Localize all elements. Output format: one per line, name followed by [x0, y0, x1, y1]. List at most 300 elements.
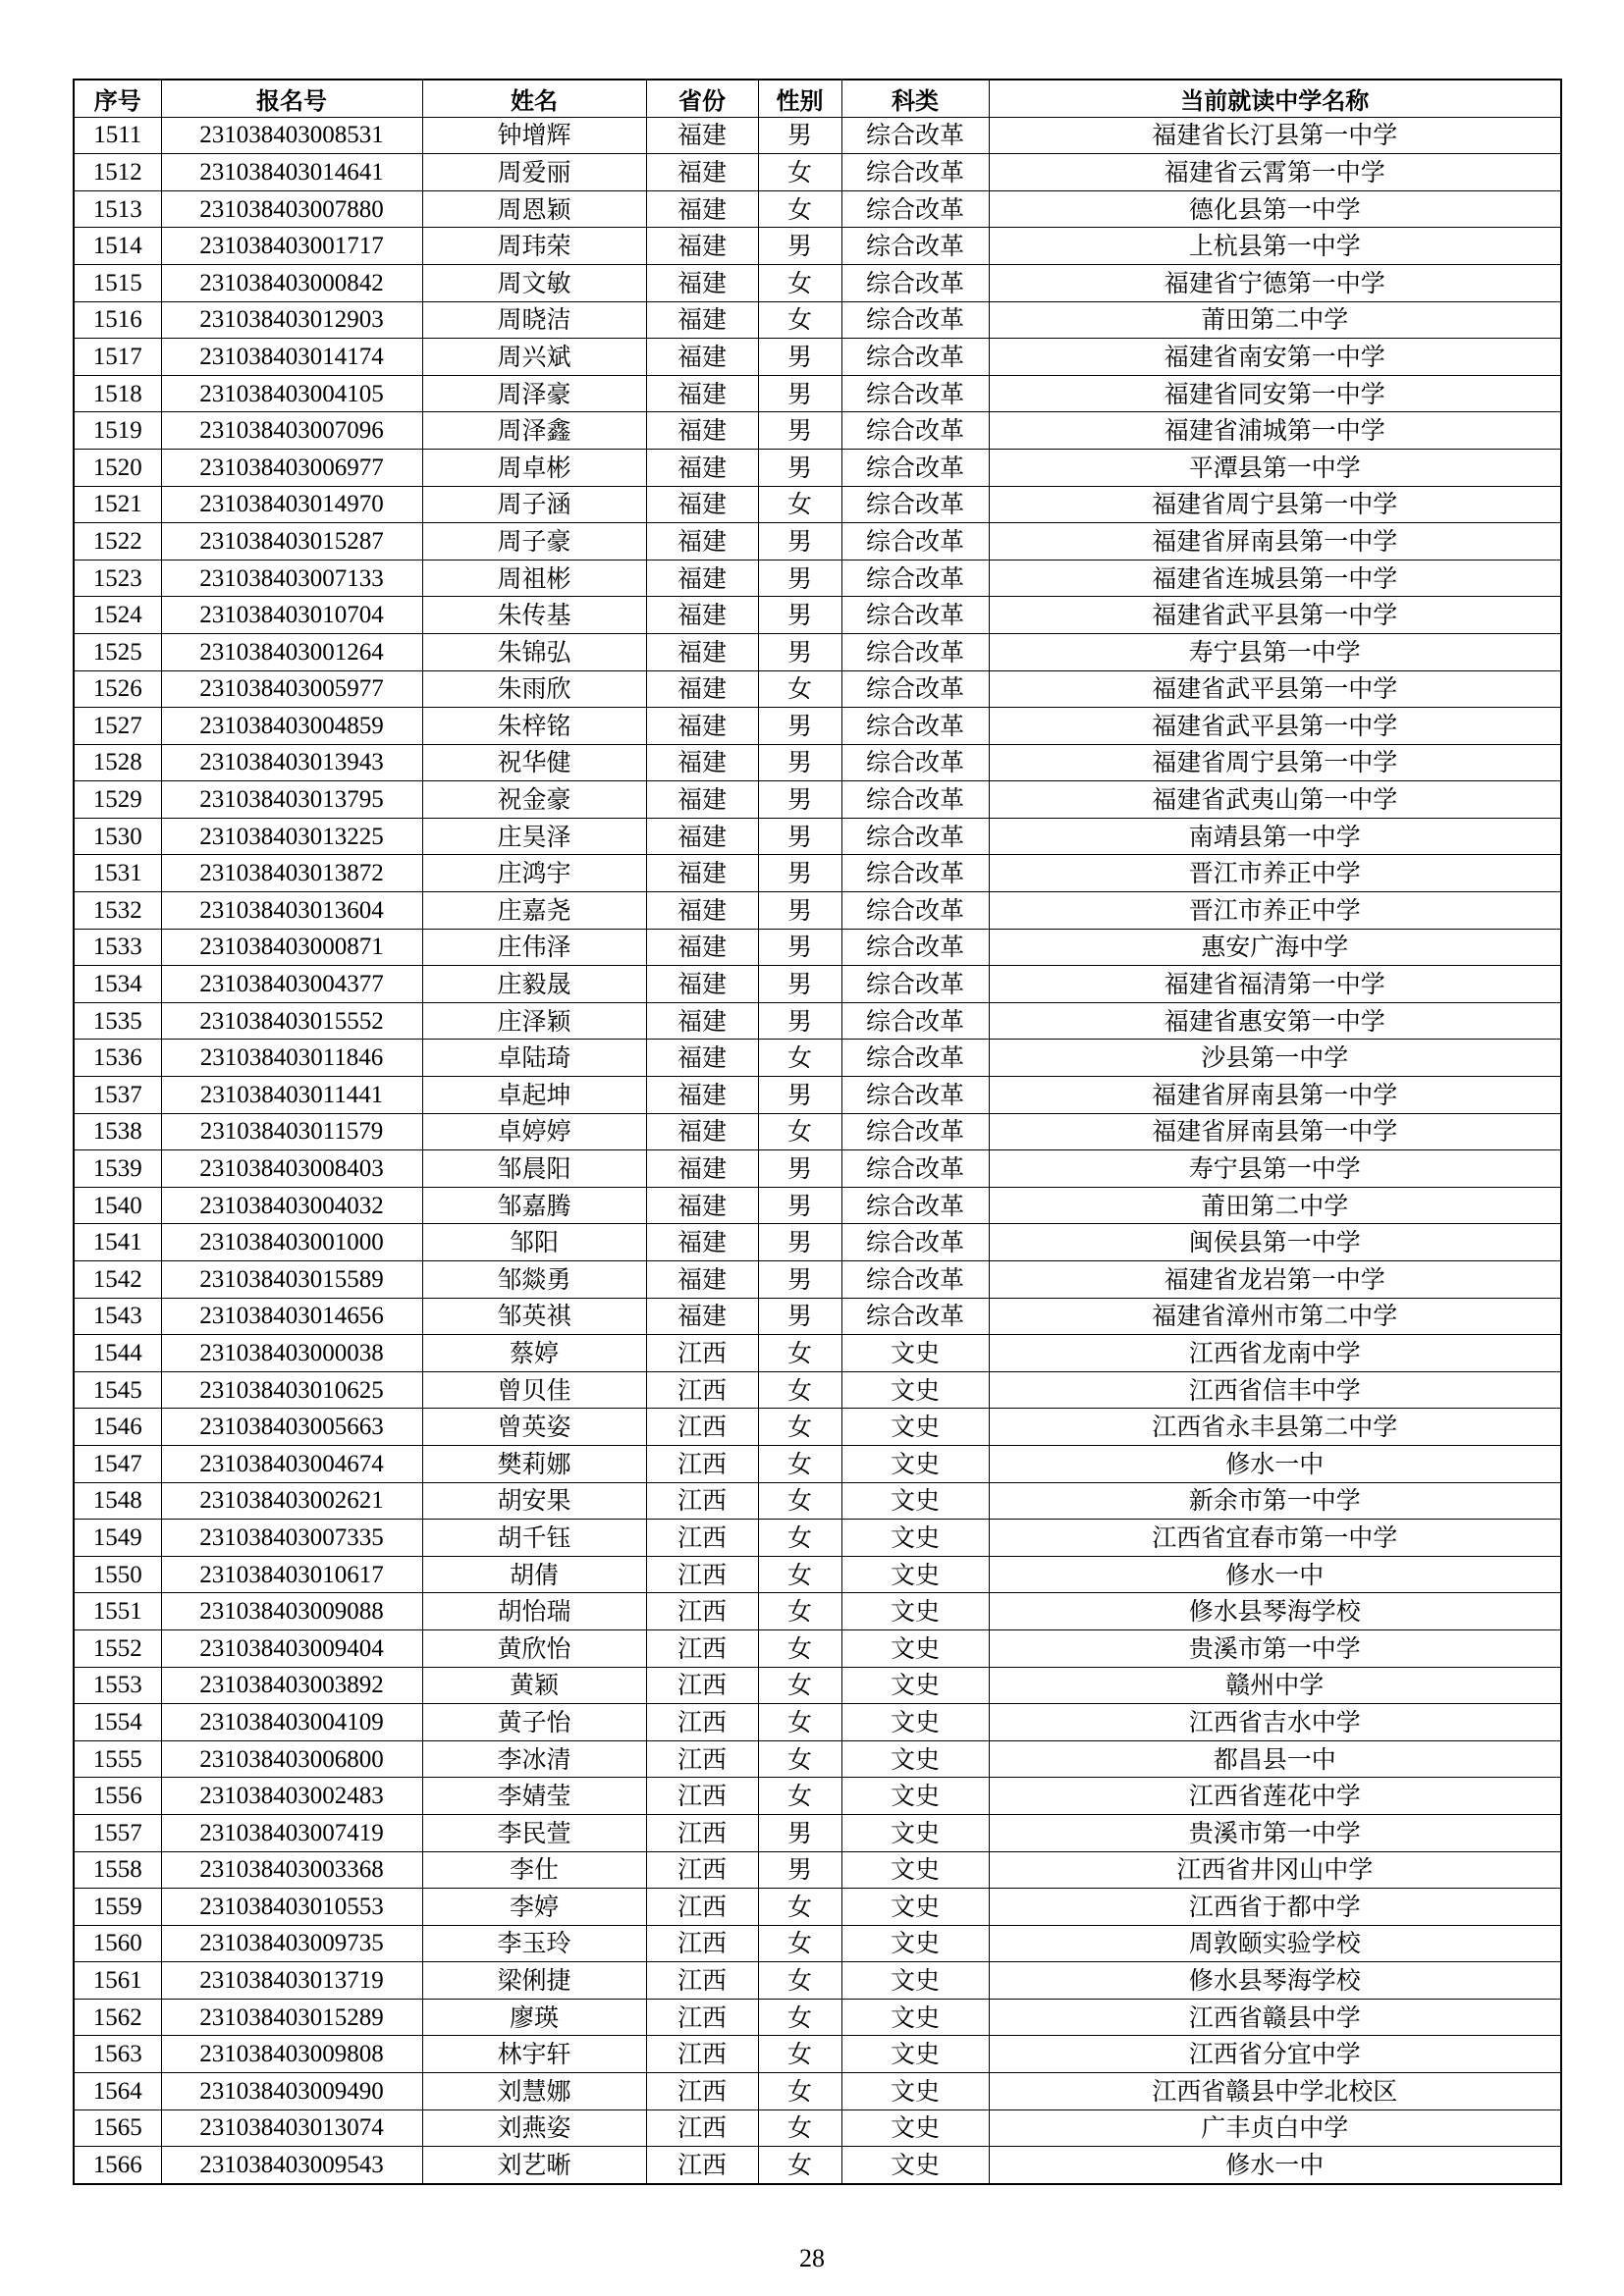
registration-number-cell: 231038403005977: [161, 670, 422, 708]
registration-number-cell: 231038403014641: [161, 154, 422, 191]
school-cell: 福建省武平县第一中学: [989, 597, 1561, 634]
gender-cell: 男: [758, 228, 841, 265]
subject-category-cell: 综合改革: [841, 597, 989, 634]
name-cell: 周玮荣: [422, 228, 646, 265]
school-cell: 福建省武夷山第一中学: [989, 781, 1561, 819]
table-row: [74, 1224, 1561, 1261]
gender-cell: 男: [758, 708, 841, 745]
gender-cell: 女: [758, 1040, 841, 1077]
school-cell: 福建省南安第一中学: [989, 339, 1561, 376]
serial-cell: 1528: [74, 744, 161, 781]
subject-category-cell: 综合改革: [841, 633, 989, 670]
table-row: [74, 560, 1561, 597]
table-row: [74, 855, 1561, 892]
subject-category-cell: 文史: [841, 1335, 989, 1372]
table-row: [74, 264, 1561, 301]
subject-category-cell: 文史: [841, 1520, 989, 1557]
subject-category-cell: 综合改革: [841, 1077, 989, 1114]
subject-category-cell: 文史: [841, 1629, 989, 1667]
name-cell: 黄子怡: [422, 1704, 646, 1741]
gender-cell: 女: [758, 154, 841, 191]
gender-cell: 女: [758, 190, 841, 228]
registration-number-cell: 231038403010625: [161, 1371, 422, 1409]
name-cell: 卓陆琦: [422, 1040, 646, 1077]
subject-category-cell: 综合改革: [841, 523, 989, 561]
table-row: [74, 670, 1561, 708]
subject-category-cell: 文史: [841, 1740, 989, 1778]
school-cell: 江西省信丰中学: [989, 1371, 1561, 1409]
school-cell: 修水一中: [989, 2147, 1561, 2184]
registration-number-cell: 231038403003368: [161, 1851, 422, 1889]
registration-number-cell: 231038403013225: [161, 818, 422, 855]
table-row: [74, 1445, 1561, 1482]
name-cell: 黄欣怡: [422, 1629, 646, 1667]
admission-roster-table: [73, 79, 1562, 2185]
serial-cell: 1562: [74, 1999, 161, 2036]
school-cell: 福建省漳州市第二中学: [989, 1298, 1561, 1335]
serial-cell: 1515: [74, 264, 161, 301]
name-cell: 胡倩: [422, 1556, 646, 1593]
registration-number-cell: 231038403014174: [161, 339, 422, 376]
table-row: [74, 2147, 1561, 2184]
province-cell: 江西: [646, 1629, 758, 1667]
registration-number-cell: 231038403004105: [161, 375, 422, 412]
gender-cell: 男: [758, 1077, 841, 1114]
province-cell: 福建: [646, 1077, 758, 1114]
name-cell: 邹晨阳: [422, 1150, 646, 1188]
name-cell: 祝金豪: [422, 781, 646, 819]
province-cell: 江西: [646, 1593, 758, 1630]
registration-number-cell: 231038403010553: [161, 1889, 422, 1926]
province-cell: 江西: [646, 1445, 758, 1482]
school-cell: 都昌县一中: [989, 1740, 1561, 1778]
school-cell: 上杭县第一中学: [989, 228, 1561, 265]
subject-category-cell: 文史: [841, 1889, 989, 1926]
gender-cell: 女: [758, 1925, 841, 1962]
school-cell: 福建省武平县第一中学: [989, 670, 1561, 708]
province-cell: 福建: [646, 560, 758, 597]
table-row: [74, 1851, 1561, 1889]
school-cell: 福建省屏南县第一中学: [989, 1077, 1561, 1114]
registration-number-cell: 231038403015552: [161, 1002, 422, 1040]
province-cell: 江西: [646, 1962, 758, 2000]
province-cell: 福建: [646, 190, 758, 228]
serial-cell: 1547: [74, 1445, 161, 1482]
school-cell: 广丰贞白中学: [989, 2109, 1561, 2147]
gender-cell: 男: [758, 929, 841, 966]
gender-cell: 男: [758, 339, 841, 376]
school-cell: 修水县琴海学校: [989, 1593, 1561, 1630]
subject-category-cell: 文史: [841, 2073, 989, 2110]
subject-category-cell: 综合改革: [841, 1113, 989, 1150]
serial-cell: 1565: [74, 2109, 161, 2147]
province-cell: 福建: [646, 117, 758, 154]
table-row: [74, 228, 1561, 265]
gender-cell: 男: [758, 523, 841, 561]
province-cell: 江西: [646, 1556, 758, 1593]
province-cell: 江西: [646, 1520, 758, 1557]
name-cell: 卓婷婷: [422, 1113, 646, 1150]
gender-cell: 男: [758, 1150, 841, 1188]
gender-cell: 女: [758, 264, 841, 301]
name-cell: 周泽豪: [422, 375, 646, 412]
table-row: [74, 190, 1561, 228]
school-cell: 新余市第一中学: [989, 1482, 1561, 1520]
registration-number-cell: 231038403003892: [161, 1667, 422, 1704]
school-cell: 晋江市养正中学: [989, 892, 1561, 930]
registration-number-cell: 231038403009490: [161, 2073, 422, 2110]
page-number: 28: [799, 2244, 825, 2272]
registration-number-cell: 231038403011846: [161, 1040, 422, 1077]
serial-cell: 1549: [74, 1520, 161, 1557]
province-cell: 福建: [646, 375, 758, 412]
serial-cell: 1552: [74, 1629, 161, 1667]
table-row: [74, 781, 1561, 819]
serial-cell: 1537: [74, 1077, 161, 1114]
province-cell: 福建: [646, 597, 758, 634]
registration-number-cell: 231038403015287: [161, 523, 422, 561]
table-row: [74, 154, 1561, 191]
subject-category-cell: 综合改革: [841, 1040, 989, 1077]
gender-cell: 男: [758, 1261, 841, 1299]
school-cell: 闽侯县第一中学: [989, 1224, 1561, 1261]
registration-number-cell: 231038403000038: [161, 1335, 422, 1372]
header-subject-category: 科类: [841, 80, 989, 117]
school-cell: 平潭县第一中学: [989, 449, 1561, 486]
serial-cell: 1555: [74, 1740, 161, 1778]
subject-category-cell: 综合改革: [841, 1224, 989, 1261]
registration-number-cell: 231038403008531: [161, 117, 422, 154]
gender-cell: 男: [758, 1298, 841, 1335]
subject-category-cell: 文史: [841, 1482, 989, 1520]
table-row: [74, 449, 1561, 486]
name-cell: 周文敏: [422, 264, 646, 301]
table-row: [74, 1409, 1561, 1446]
serial-cell: 1566: [74, 2147, 161, 2184]
table-row: [74, 339, 1561, 376]
province-cell: 江西: [646, 2109, 758, 2147]
serial-cell: 1527: [74, 708, 161, 745]
province-cell: 江西: [646, 2147, 758, 2184]
table-row: [74, 2073, 1561, 2110]
subject-category-cell: 文史: [841, 1409, 989, 1446]
name-cell: 梁俐捷: [422, 1962, 646, 2000]
school-cell: 江西省永丰县第二中学: [989, 1409, 1561, 1446]
school-cell: 福建省屏南县第一中学: [989, 523, 1561, 561]
registration-number-cell: 231038403000842: [161, 264, 422, 301]
gender-cell: 女: [758, 1520, 841, 1557]
name-cell: 周祖彬: [422, 560, 646, 597]
school-cell: 福建省周宁县第一中学: [989, 744, 1561, 781]
gender-cell: 男: [758, 560, 841, 597]
school-cell: 江西省龙南中学: [989, 1335, 1561, 1372]
table-row: [74, 892, 1561, 930]
serial-cell: 1557: [74, 1814, 161, 1851]
registration-number-cell: 231038403007880: [161, 190, 422, 228]
school-cell: 莆田第二中学: [989, 301, 1561, 339]
table-row: [74, 1482, 1561, 1520]
gender-cell: 女: [758, 1629, 841, 1667]
subject-category-cell: 综合改革: [841, 449, 989, 486]
gender-cell: 女: [758, 1113, 841, 1150]
serial-cell: 1517: [74, 339, 161, 376]
header-province: 省份: [646, 80, 758, 117]
gender-cell: 女: [758, 2147, 841, 2184]
table-row: [74, 597, 1561, 634]
subject-category-cell: 综合改革: [841, 412, 989, 450]
subject-category-cell: 文史: [841, 1925, 989, 1962]
gender-cell: 女: [758, 1445, 841, 1482]
name-cell: 李仕: [422, 1851, 646, 1889]
serial-cell: 1546: [74, 1409, 161, 1446]
name-cell: 曾英姿: [422, 1409, 646, 1446]
province-cell: 福建: [646, 228, 758, 265]
gender-cell: 男: [758, 1814, 841, 1851]
header-serial: 序号: [74, 80, 161, 117]
province-cell: 福建: [646, 1261, 758, 1299]
province-cell: 福建: [646, 1113, 758, 1150]
table-row: [74, 1593, 1561, 1630]
subject-category-cell: 综合改革: [841, 1261, 989, 1299]
header-gender: 性别: [758, 80, 841, 117]
registration-number-cell: 231038403007419: [161, 1814, 422, 1851]
gender-cell: 女: [758, 1409, 841, 1446]
province-cell: 江西: [646, 1999, 758, 2036]
name-cell: 李婧莹: [422, 1778, 646, 1815]
registration-number-cell: 231038403009543: [161, 2147, 422, 2184]
school-cell: 福建省浦城第一中学: [989, 412, 1561, 450]
name-cell: 周恩颖: [422, 190, 646, 228]
registration-number-cell: 231038403015589: [161, 1261, 422, 1299]
table-row: [74, 1925, 1561, 1962]
name-cell: 廖瑛: [422, 1999, 646, 2036]
name-cell: 李婷: [422, 1889, 646, 1926]
registration-number-cell: 231038403004674: [161, 1445, 422, 1482]
school-cell: 贵溪市第一中学: [989, 1629, 1561, 1667]
serial-cell: 1548: [74, 1482, 161, 1520]
serial-cell: 1536: [74, 1040, 161, 1077]
serial-cell: 1534: [74, 966, 161, 1003]
gender-cell: 女: [758, 1962, 841, 2000]
registration-number-cell: 231038403009404: [161, 1629, 422, 1667]
header-name: 姓名: [422, 80, 646, 117]
table-row: [74, 117, 1561, 154]
table-row: [74, 1002, 1561, 1040]
subject-category-cell: 文史: [841, 1667, 989, 1704]
gender-cell: 女: [758, 1371, 841, 1409]
serial-cell: 1523: [74, 560, 161, 597]
serial-cell: 1521: [74, 486, 161, 523]
table-row: [74, 301, 1561, 339]
province-cell: 福建: [646, 929, 758, 966]
subject-category-cell: 综合改革: [841, 375, 989, 412]
name-cell: 庄鸿宇: [422, 855, 646, 892]
registration-number-cell: 231038403008403: [161, 1150, 422, 1188]
gender-cell: 男: [758, 855, 841, 892]
province-cell: 福建: [646, 744, 758, 781]
subject-category-cell: 综合改革: [841, 228, 989, 265]
gender-cell: 女: [758, 301, 841, 339]
registration-number-cell: 231038403013604: [161, 892, 422, 930]
table-row: [74, 744, 1561, 781]
school-cell: 莆田第二中学: [989, 1187, 1561, 1224]
table-row: [74, 1889, 1561, 1926]
school-cell: 江西省吉水中学: [989, 1704, 1561, 1741]
province-cell: 福建: [646, 818, 758, 855]
subject-category-cell: 文史: [841, 2147, 989, 2184]
name-cell: 朱梓铭: [422, 708, 646, 745]
registration-number-cell: 231038403002483: [161, 1778, 422, 1815]
registration-number-cell: 231038403005663: [161, 1409, 422, 1446]
registration-number-cell: 231038403009808: [161, 2036, 422, 2073]
name-cell: 朱传基: [422, 597, 646, 634]
name-cell: 李民萱: [422, 1814, 646, 1851]
gender-cell: 女: [758, 486, 841, 523]
table-row: [74, 1740, 1561, 1778]
province-cell: 江西: [646, 1740, 758, 1778]
province-cell: 福建: [646, 486, 758, 523]
registration-number-cell: 231038403007335: [161, 1520, 422, 1557]
name-cell: 邹英祺: [422, 1298, 646, 1335]
province-cell: 福建: [646, 670, 758, 708]
serial-cell: 1522: [74, 523, 161, 561]
school-cell: 修水县琴海学校: [989, 1962, 1561, 2000]
table-row: [74, 708, 1561, 745]
serial-cell: 1563: [74, 2036, 161, 2073]
name-cell: 曾贝佳: [422, 1371, 646, 1409]
registration-number-cell: 231038403014656: [161, 1298, 422, 1335]
school-cell: 福建省长汀县第一中学: [989, 117, 1561, 154]
table-row: [74, 486, 1561, 523]
school-cell: 修水一中: [989, 1556, 1561, 1593]
table-row: [74, 1371, 1561, 1409]
registration-number-cell: 231038403006800: [161, 1740, 422, 1778]
table-row: [74, 1187, 1561, 1224]
registration-number-cell: 231038403013074: [161, 2109, 422, 2147]
serial-cell: 1514: [74, 228, 161, 265]
registration-number-cell: 231038403001264: [161, 633, 422, 670]
serial-cell: 1553: [74, 1667, 161, 1704]
serial-cell: 1540: [74, 1187, 161, 1224]
school-cell: 福建省惠安第一中学: [989, 1002, 1561, 1040]
table-row: [74, 1629, 1561, 1667]
subject-category-cell: 综合改革: [841, 486, 989, 523]
table-row: [74, 1113, 1561, 1150]
registration-number-cell: 231038403007133: [161, 560, 422, 597]
subject-category-cell: 文史: [841, 2036, 989, 2073]
gender-cell: 女: [758, 1704, 841, 1741]
gender-cell: 男: [758, 375, 841, 412]
serial-cell: 1560: [74, 1925, 161, 1962]
table-row: [74, 633, 1561, 670]
province-cell: 江西: [646, 1889, 758, 1926]
serial-cell: 1544: [74, 1335, 161, 1372]
registration-number-cell: 231038403004032: [161, 1187, 422, 1224]
province-cell: 福建: [646, 339, 758, 376]
registration-number-cell: 231038403000871: [161, 929, 422, 966]
school-cell: 江西省分宜中学: [989, 2036, 1561, 2073]
school-cell: 福建省云霄第一中学: [989, 154, 1561, 191]
name-cell: 周子豪: [422, 523, 646, 561]
gender-cell: 女: [758, 2036, 841, 2073]
table-row: [74, 1077, 1561, 1114]
table-body: [74, 117, 1561, 2184]
table-row: [74, 1520, 1561, 1557]
subject-category-cell: 综合改革: [841, 708, 989, 745]
name-cell: 邹嘉腾: [422, 1187, 646, 1224]
name-cell: 朱雨欣: [422, 670, 646, 708]
subject-category-cell: 综合改革: [841, 117, 989, 154]
school-cell: 福建省龙岩第一中学: [989, 1261, 1561, 1299]
subject-category-cell: 文史: [841, 1778, 989, 1815]
subject-category-cell: 综合改革: [841, 339, 989, 376]
gender-cell: 男: [758, 781, 841, 819]
province-cell: 江西: [646, 1371, 758, 1409]
table-row: [74, 1150, 1561, 1188]
table-row: [74, 966, 1561, 1003]
name-cell: 庄泽颖: [422, 1002, 646, 1040]
serial-cell: 1524: [74, 597, 161, 634]
subject-category-cell: 综合改革: [841, 264, 989, 301]
school-cell: 江西省赣县中学北校区: [989, 2073, 1561, 2110]
subject-category-cell: 综合改革: [841, 744, 989, 781]
province-cell: 福建: [646, 154, 758, 191]
gender-cell: 男: [758, 633, 841, 670]
province-cell: 福建: [646, 1224, 758, 1261]
school-cell: 赣州中学: [989, 1667, 1561, 1704]
name-cell: 庄嘉尧: [422, 892, 646, 930]
gender-cell: 男: [758, 597, 841, 634]
serial-cell: 1543: [74, 1298, 161, 1335]
gender-cell: 女: [758, 670, 841, 708]
school-cell: 福建省连城县第一中学: [989, 560, 1561, 597]
gender-cell: 女: [758, 1593, 841, 1630]
school-cell: 江西省莲花中学: [989, 1778, 1561, 1815]
header-current-school: 当前就读中学名称: [989, 80, 1561, 117]
name-cell: 黄颖: [422, 1667, 646, 1704]
school-cell: 惠安广海中学: [989, 929, 1561, 966]
table-row: [74, 412, 1561, 450]
table-row: [74, 818, 1561, 855]
registration-number-cell: 231038403010617: [161, 1556, 422, 1593]
registration-number-cell: 231038403014970: [161, 486, 422, 523]
name-cell: 刘燕姿: [422, 2109, 646, 2147]
gender-cell: 女: [758, 1778, 841, 1815]
serial-cell: 1539: [74, 1150, 161, 1188]
gender-cell: 男: [758, 412, 841, 450]
province-cell: 福建: [646, 412, 758, 450]
gender-cell: 男: [758, 818, 841, 855]
registration-number-cell: 231038403006977: [161, 449, 422, 486]
name-cell: 蔡婷: [422, 1335, 646, 1372]
registration-number-cell: 231038403004859: [161, 708, 422, 745]
table-row: [74, 1261, 1561, 1299]
name-cell: 胡安果: [422, 1482, 646, 1520]
registration-number-cell: 231038403004377: [161, 966, 422, 1003]
subject-category-cell: 文史: [841, 1556, 989, 1593]
subject-category-cell: 综合改革: [841, 301, 989, 339]
name-cell: 刘慧娜: [422, 2073, 646, 2110]
registration-number-cell: 231038403009735: [161, 1925, 422, 1962]
serial-cell: 1554: [74, 1704, 161, 1741]
gender-cell: 女: [758, 1482, 841, 1520]
registration-number-cell: 231038403015289: [161, 1999, 422, 2036]
school-cell: 寿宁县第一中学: [989, 1150, 1561, 1188]
subject-category-cell: 文史: [841, 1593, 989, 1630]
subject-category-cell: 综合改革: [841, 1150, 989, 1188]
school-cell: 南靖县第一中学: [989, 818, 1561, 855]
name-cell: 周泽鑫: [422, 412, 646, 450]
